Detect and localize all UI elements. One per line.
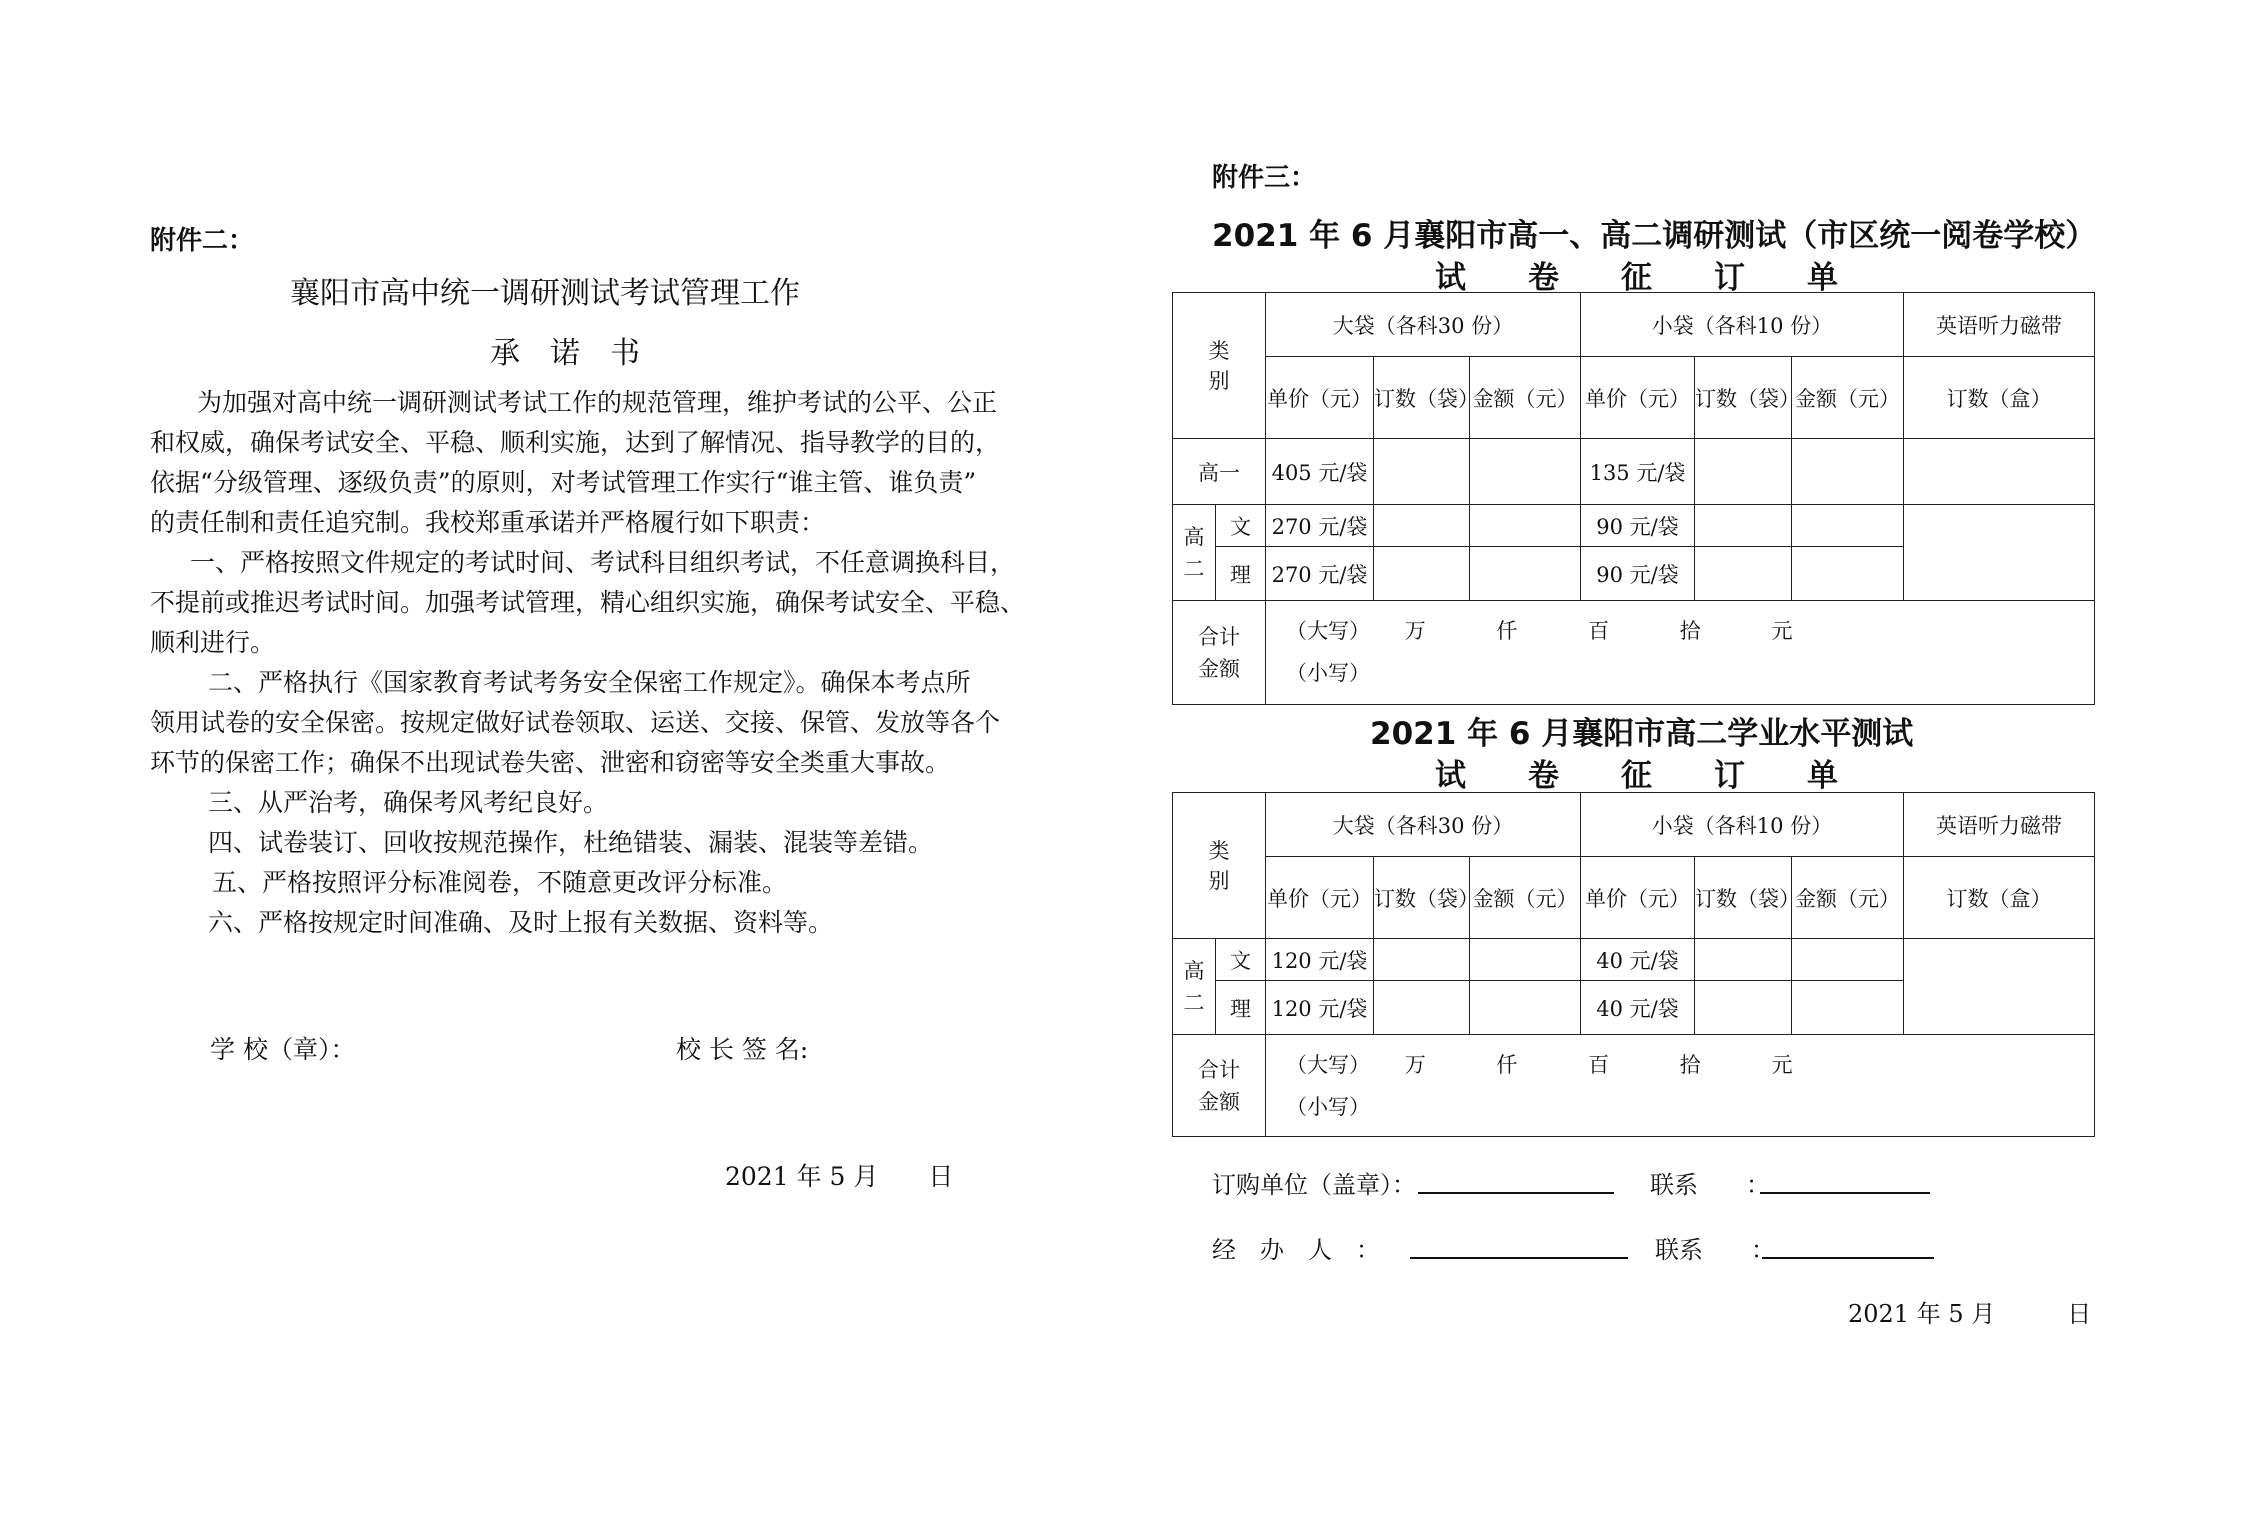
amount-cell[interactable] [1470, 439, 1581, 505]
table1-order-title: 试 卷 征 订 单 [1435, 260, 1838, 296]
pledge-line: 领用试卷的安全保密。按规定做好试卷领取、运送、交接、保管、发放等各个 [150, 708, 1001, 737]
price-cell: 270 元/袋 [1266, 505, 1374, 547]
table-row [1173, 505, 2095, 547]
amount-cell[interactable] [1470, 981, 1581, 1035]
pledge-body [150, 383, 1026, 943]
table1-title: 2021 年 6 月襄阳市高一、高二调研测试（市区统一阅卷学校） [1212, 218, 2097, 254]
big-bag-header: 大袋（各科30 份） [1266, 293, 1581, 357]
unit-bai: 百 [1588, 1053, 1610, 1077]
liberal-arts-label: 文 [1216, 939, 1266, 981]
small-bag-header: 小袋（各科10 份） [1581, 293, 1904, 357]
amount-header: 金额（元） [1792, 357, 1904, 439]
pledge-line: 不提前或推迟考试时间。加强考试管理，精心组织实施，确保考试安全、平稳、 [150, 588, 1026, 617]
qty-cell[interactable] [1374, 547, 1470, 601]
pledge-line: 顺利进行。 [150, 628, 276, 657]
contact-field[interactable] [1760, 1166, 1930, 1194]
school-seal-label: 学 校（章）： [210, 1035, 356, 1064]
daxie-label: （大写） [1286, 619, 1370, 643]
price-cell: 120 元/袋 [1266, 939, 1374, 981]
pledge-date: 2021 年 5 月 日 [725, 1162, 954, 1191]
contact-label-2: 联系 ： [1655, 1236, 1775, 1264]
science-label: 理 [1216, 981, 1266, 1035]
price-cell: 40 元/袋 [1581, 939, 1695, 981]
amount-cell[interactable] [1792, 981, 1904, 1035]
amount-cell[interactable] [1792, 439, 1904, 505]
pledge-line: 为加强对高中统一调研测试考试工作的规范管理，维护考试的公平、公正 [197, 388, 998, 417]
order-date: 2021 年 5 月 日 [1848, 1300, 2092, 1328]
amount-header: 金额（元） [1470, 857, 1581, 939]
grade-two-label: 高 二 [1173, 939, 1216, 1035]
pledge-line: 四、试卷装订、回收按规范操作，杜绝错装、漏装、混装等差错。 [208, 828, 934, 857]
tape-qty-cell[interactable] [1904, 505, 2095, 601]
qty-cell[interactable] [1374, 439, 1470, 505]
pledge-line: 一、严格按照文件规定的考试时间、考试科目组织考试，不任意调换科目， [190, 548, 1016, 577]
unit-shi: 拾 [1679, 619, 1701, 643]
price-cell: 405 元/袋 [1266, 439, 1374, 505]
unit-shi: 拾 [1679, 1053, 1701, 1077]
xiaoxie-label: （小写） [1286, 1095, 1370, 1119]
unit-wan: 万 [1404, 1053, 1426, 1077]
unit-wan: 万 [1404, 619, 1426, 643]
price-cell: 90 元/袋 [1581, 505, 1695, 547]
pledge-line: 二、严格执行《国家教育考试考务安全保密工作规定》。确保本考点所 [208, 668, 971, 697]
science-label: 理 [1216, 547, 1266, 601]
pledge-line: 三、从严治考，确保考风考纪良好。 [208, 788, 609, 817]
unit-qian: 仟 [1496, 619, 1518, 643]
total-row [1173, 1035, 2095, 1137]
amount-cell[interactable] [1792, 939, 1904, 981]
category-header: 类 别 [1173, 793, 1266, 939]
tape-header: 英语听力磁带 [1904, 793, 2095, 857]
total-label: 合计 金额 [1173, 1035, 1266, 1137]
qty-cell[interactable] [1695, 981, 1792, 1035]
total-amount-cell[interactable] [1266, 601, 2095, 705]
order-table-2 [1172, 792, 2095, 1137]
attachment-two-label: 附件二： [150, 226, 255, 256]
tape-qty-cell[interactable] [1904, 939, 2095, 1035]
tape-qty-cell[interactable] [1904, 439, 2095, 505]
qty-cell[interactable] [1695, 505, 1792, 547]
amount-cell[interactable] [1470, 505, 1581, 547]
daxie-label: （大写） [1286, 1053, 1370, 1077]
handler-field[interactable] [1410, 1231, 1628, 1259]
qty-cell[interactable] [1374, 981, 1470, 1035]
total-row [1173, 601, 2095, 705]
unit-yuan: 元 [1771, 1053, 1793, 1077]
pledge-line: 依据“分级管理、逐级负责”的原则，对考试管理工作实行“谁主管、谁负责” [150, 468, 977, 497]
table2-title: 2021 年 6 月襄阳市高二学业水平测试 [1370, 716, 1914, 752]
liberal-arts-label: 文 [1216, 505, 1266, 547]
amount-cell[interactable] [1792, 505, 1904, 547]
category-header: 类 别 [1173, 293, 1266, 439]
price-cell: 40 元/袋 [1581, 981, 1695, 1035]
pledge-line: 五、严格按照评分标准阅卷，不随意更改评分标准。 [212, 868, 788, 897]
qty-cell[interactable] [1374, 939, 1470, 981]
pledge-line: 和权威，确保考试安全、平稳、顺利实施，达到了解情况、指导教学的目的， [150, 428, 1001, 457]
qty-cell[interactable] [1374, 505, 1470, 547]
qty-bag-header: 订数（袋） [1695, 857, 1792, 939]
unit-price-header: 单价（元） [1581, 857, 1695, 939]
pledge-subtitle: 承 诺 书 [490, 336, 640, 371]
pledge-line: 环节的保密工作；确保不出现试卷失密、泄密和窃密等安全类重大事故。 [150, 748, 951, 777]
price-cell: 135 元/袋 [1581, 439, 1695, 505]
unit-yuan: 元 [1771, 619, 1793, 643]
price-cell: 120 元/袋 [1266, 981, 1374, 1035]
qty-cell[interactable] [1695, 547, 1792, 601]
table2-order-title: 试 卷 征 订 单 [1435, 758, 1838, 794]
qty-cell[interactable] [1695, 939, 1792, 981]
attachment-three-label: 附件三： [1212, 163, 1317, 193]
amount-header: 金额（元） [1470, 357, 1581, 439]
unit-price-header: 单价（元） [1266, 357, 1374, 439]
amount-header: 金额（元） [1792, 857, 1904, 939]
unit-price-header: 单价（元） [1266, 857, 1374, 939]
big-bag-header: 大袋（各科30 份） [1266, 793, 1581, 857]
total-label: 合计 金额 [1173, 601, 1266, 705]
qty-box-header: 订数（盒） [1904, 857, 2095, 939]
small-bag-header: 小袋（各科10 份） [1581, 793, 1904, 857]
amount-cell[interactable] [1470, 939, 1581, 981]
unit-bai: 百 [1588, 619, 1610, 643]
amount-cell[interactable] [1792, 547, 1904, 601]
buyer-unit-field[interactable] [1418, 1166, 1614, 1194]
table-row [1173, 439, 2095, 505]
unit-price-header: 单价（元） [1581, 357, 1695, 439]
qty-cell[interactable] [1695, 439, 1792, 505]
tape-header: 英语听力磁带 [1904, 293, 2095, 357]
grade-two-label: 高 二 [1173, 505, 1216, 601]
pledge-line: 六、严格按规定时间准确、及时上报有关数据、资料等。 [208, 908, 834, 937]
total-amount-cell[interactable] [1266, 1035, 2095, 1137]
xiaoxie-label: （小写） [1286, 661, 1370, 685]
qty-box-header: 订数（盒） [1904, 357, 2095, 439]
contact-label: 联系 ： [1650, 1171, 1770, 1199]
pledge-line: 的责任制和责任追究制。我校郑重承诺并严格履行如下职责： [150, 508, 826, 537]
buyer-unit-label: 订购单位（盖章）： [1212, 1171, 1416, 1199]
contact-field-2[interactable] [1762, 1231, 1934, 1259]
qty-bag-header: 订数（袋） [1374, 857, 1470, 939]
amount-cell[interactable] [1470, 547, 1581, 601]
principal-signature-label: 校 长 签 名: [676, 1035, 809, 1064]
grade-one-label: 高一 [1173, 439, 1266, 505]
qty-bag-header: 订数（袋） [1695, 357, 1792, 439]
qty-bag-header: 订数（袋） [1374, 357, 1470, 439]
unit-qian: 仟 [1496, 1053, 1518, 1077]
handler-label: 经 办 人 ： [1212, 1236, 1380, 1264]
order-table-1 [1172, 292, 2095, 705]
table-row [1173, 939, 2095, 981]
pledge-title: 襄阳市高中统一调研测试考试管理工作 [290, 276, 800, 311]
price-cell: 90 元/袋 [1581, 547, 1695, 601]
price-cell: 270 元/袋 [1266, 547, 1374, 601]
